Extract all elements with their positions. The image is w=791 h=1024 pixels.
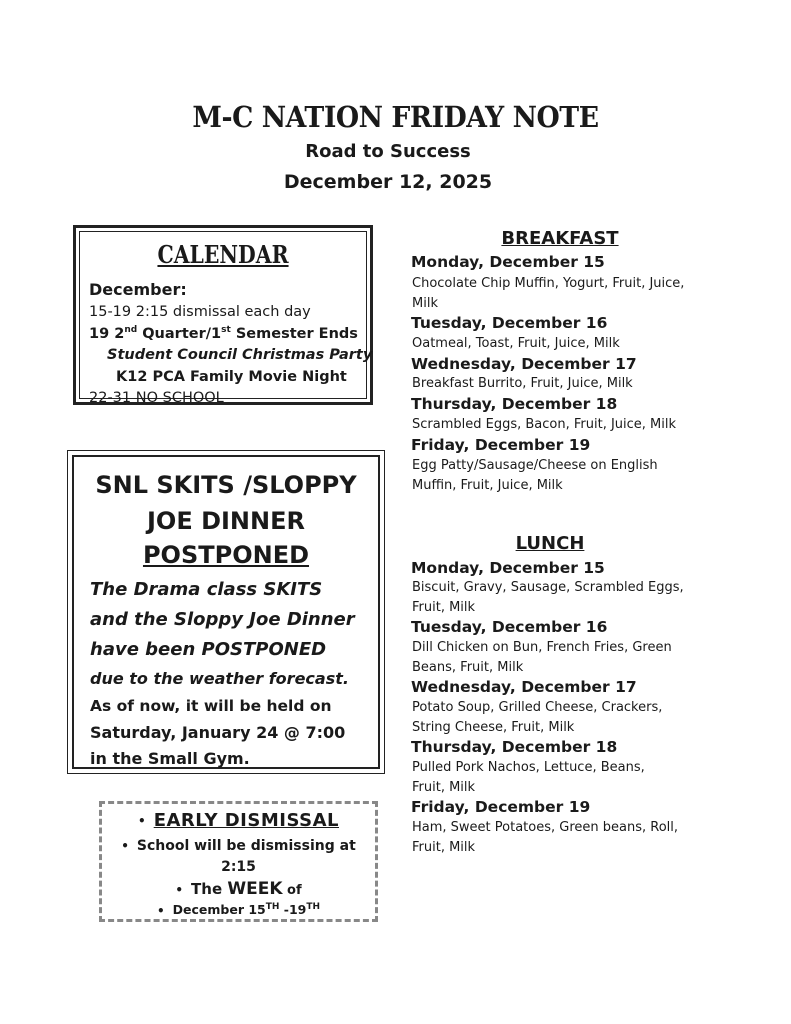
bullet-icon: • [156, 903, 165, 918]
snl-notice-inner-frame [72, 455, 380, 769]
early-dismissal-box [99, 801, 378, 922]
calendar-line-semester [89, 325, 358, 342]
week-text-c: of [282, 883, 302, 898]
breakfast-items-tuesday: Oatmeal, Toast, Fruit, Juice, Milk [412, 336, 620, 351]
calendar-line-party: Student Council Christmas Party [107, 347, 373, 363]
dates-text-a: December 15 [172, 902, 266, 918]
lunch-day-tuesday: Tuesday, December 16 [411, 618, 608, 636]
bullet-icon: • [175, 882, 184, 897]
snl-notice-box [67, 450, 385, 774]
page-title: M-C NATION FRIDAY NOTE [192, 100, 599, 134]
early-dismissal-text1: School will be dismissing at [136, 838, 356, 854]
calendar-box [73, 225, 373, 405]
page-date: December 12, 2025 [283, 171, 493, 193]
semester-quarter: Quarter/1 [137, 325, 222, 342]
snl-body-line1: The Drama class SKITS [90, 579, 323, 600]
calendar-line-dismissal: 15-19 2:15 dismissal each day [89, 304, 311, 320]
breakfast-day-friday: Friday, December 19 [411, 436, 591, 454]
superscript-st: st [221, 325, 231, 335]
breakfast-day-thursday: Thursday, December 18 [411, 395, 618, 413]
early-dismissal-line4 [102, 902, 375, 918]
early-dismissal-time: 2:15 [221, 859, 256, 875]
early-dismissal-line1 [102, 838, 375, 854]
snl-body-line7: in the Small Gym. [90, 749, 250, 768]
breakfast-heading: BREAKFAST [501, 228, 619, 249]
snl-body-line5: As of now, it will be held on [90, 697, 332, 715]
lunch-items-thursday: Pulled Pork Nachos, Lettuce, Beans, Fruit, Milk [412, 760, 645, 795]
breakfast-items-thursday: Scrambled Eggs, Bacon, Fruit, Juice, Milk [412, 417, 677, 432]
lunch-day-monday: Monday, December 15 [411, 559, 605, 577]
lunch-items-friday: Ham, Sweet Potatoes, Green beans, Roll, Fruit, Milk [412, 820, 679, 855]
calendar-line-no-school: 22-31 NO SCHOOL [89, 390, 224, 406]
calendar-inner-frame [79, 231, 373, 406]
early-dismissal-heading-row [102, 810, 375, 831]
snl-heading-line1: SNL SKITS /SLOPPY [95, 471, 357, 499]
breakfast-day-wednesday: Wednesday, December 17 [411, 355, 637, 373]
calendar-heading: CALENDAR [157, 240, 289, 269]
week-text-b: WEEK [227, 879, 283, 899]
early-dismissal-line3 [102, 879, 375, 899]
calendar-line-movie: K12 PCA Family Movie Night [116, 369, 347, 385]
lunch-items-wednesday: Potato Soup, Grilled Cheese, Crackers, String Cheese, Fruit, Milk [412, 700, 663, 735]
snl-body-line2: and the Sloppy Joe Dinner [90, 609, 355, 630]
lunch-day-friday: Friday, December 19 [411, 798, 591, 816]
semester-date: 19 2 [89, 325, 125, 342]
week-text-a: The [191, 880, 228, 898]
superscript-nd: nd [124, 325, 138, 335]
superscript-th: TH [265, 902, 280, 912]
breakfast-day-tuesday: Tuesday, December 16 [411, 314, 608, 332]
breakfast-items-friday: Egg Patty/Sausage/Cheese on English Muffin, Fruit, Juice, Milk [412, 458, 658, 493]
lunch-heading: LUNCH [515, 533, 585, 554]
lunch-items-tuesday: Dill Chicken on Bun, French Fries, Green Beans, Fruit, Milk [412, 640, 672, 675]
breakfast-day-monday: Monday, December 15 [411, 253, 605, 271]
early-dismissal-heading: EARLY DISMISSAL [153, 810, 339, 831]
snl-body-line6: Saturday, January 24 @ 7:00 [90, 723, 346, 742]
dates-text-b: -19 [279, 902, 307, 918]
breakfast-items-monday: Chocolate Chip Muffin, Yogurt, Fruit, Juice, Milk [412, 276, 685, 311]
snl-body-line3: have been POSTPONED [90, 639, 327, 660]
calendar-month: December: [89, 280, 187, 299]
bullet-icon: • [138, 814, 146, 828]
lunch-items-monday: Biscuit, Gravy, Sausage, Scrambled Eggs, Fruit, Milk [412, 580, 684, 615]
lunch-day-wednesday: Wednesday, December 17 [411, 678, 637, 696]
breakfast-items-wednesday: Breakfast Burrito, Fruit, Juice, Milk [412, 376, 633, 391]
snl-postponed-heading: POSTPONED [142, 541, 310, 569]
lunch-day-thursday: Thursday, December 18 [411, 738, 618, 756]
page-subtitle: Road to Success [305, 141, 471, 162]
semester-ends: Semester Ends [230, 325, 358, 342]
snl-heading-line2: JOE DINNER [147, 507, 305, 535]
snl-body-line4: due to the weather forecast. [90, 669, 349, 688]
bullet-icon: • [121, 839, 129, 853]
superscript-th: TH [306, 902, 321, 912]
